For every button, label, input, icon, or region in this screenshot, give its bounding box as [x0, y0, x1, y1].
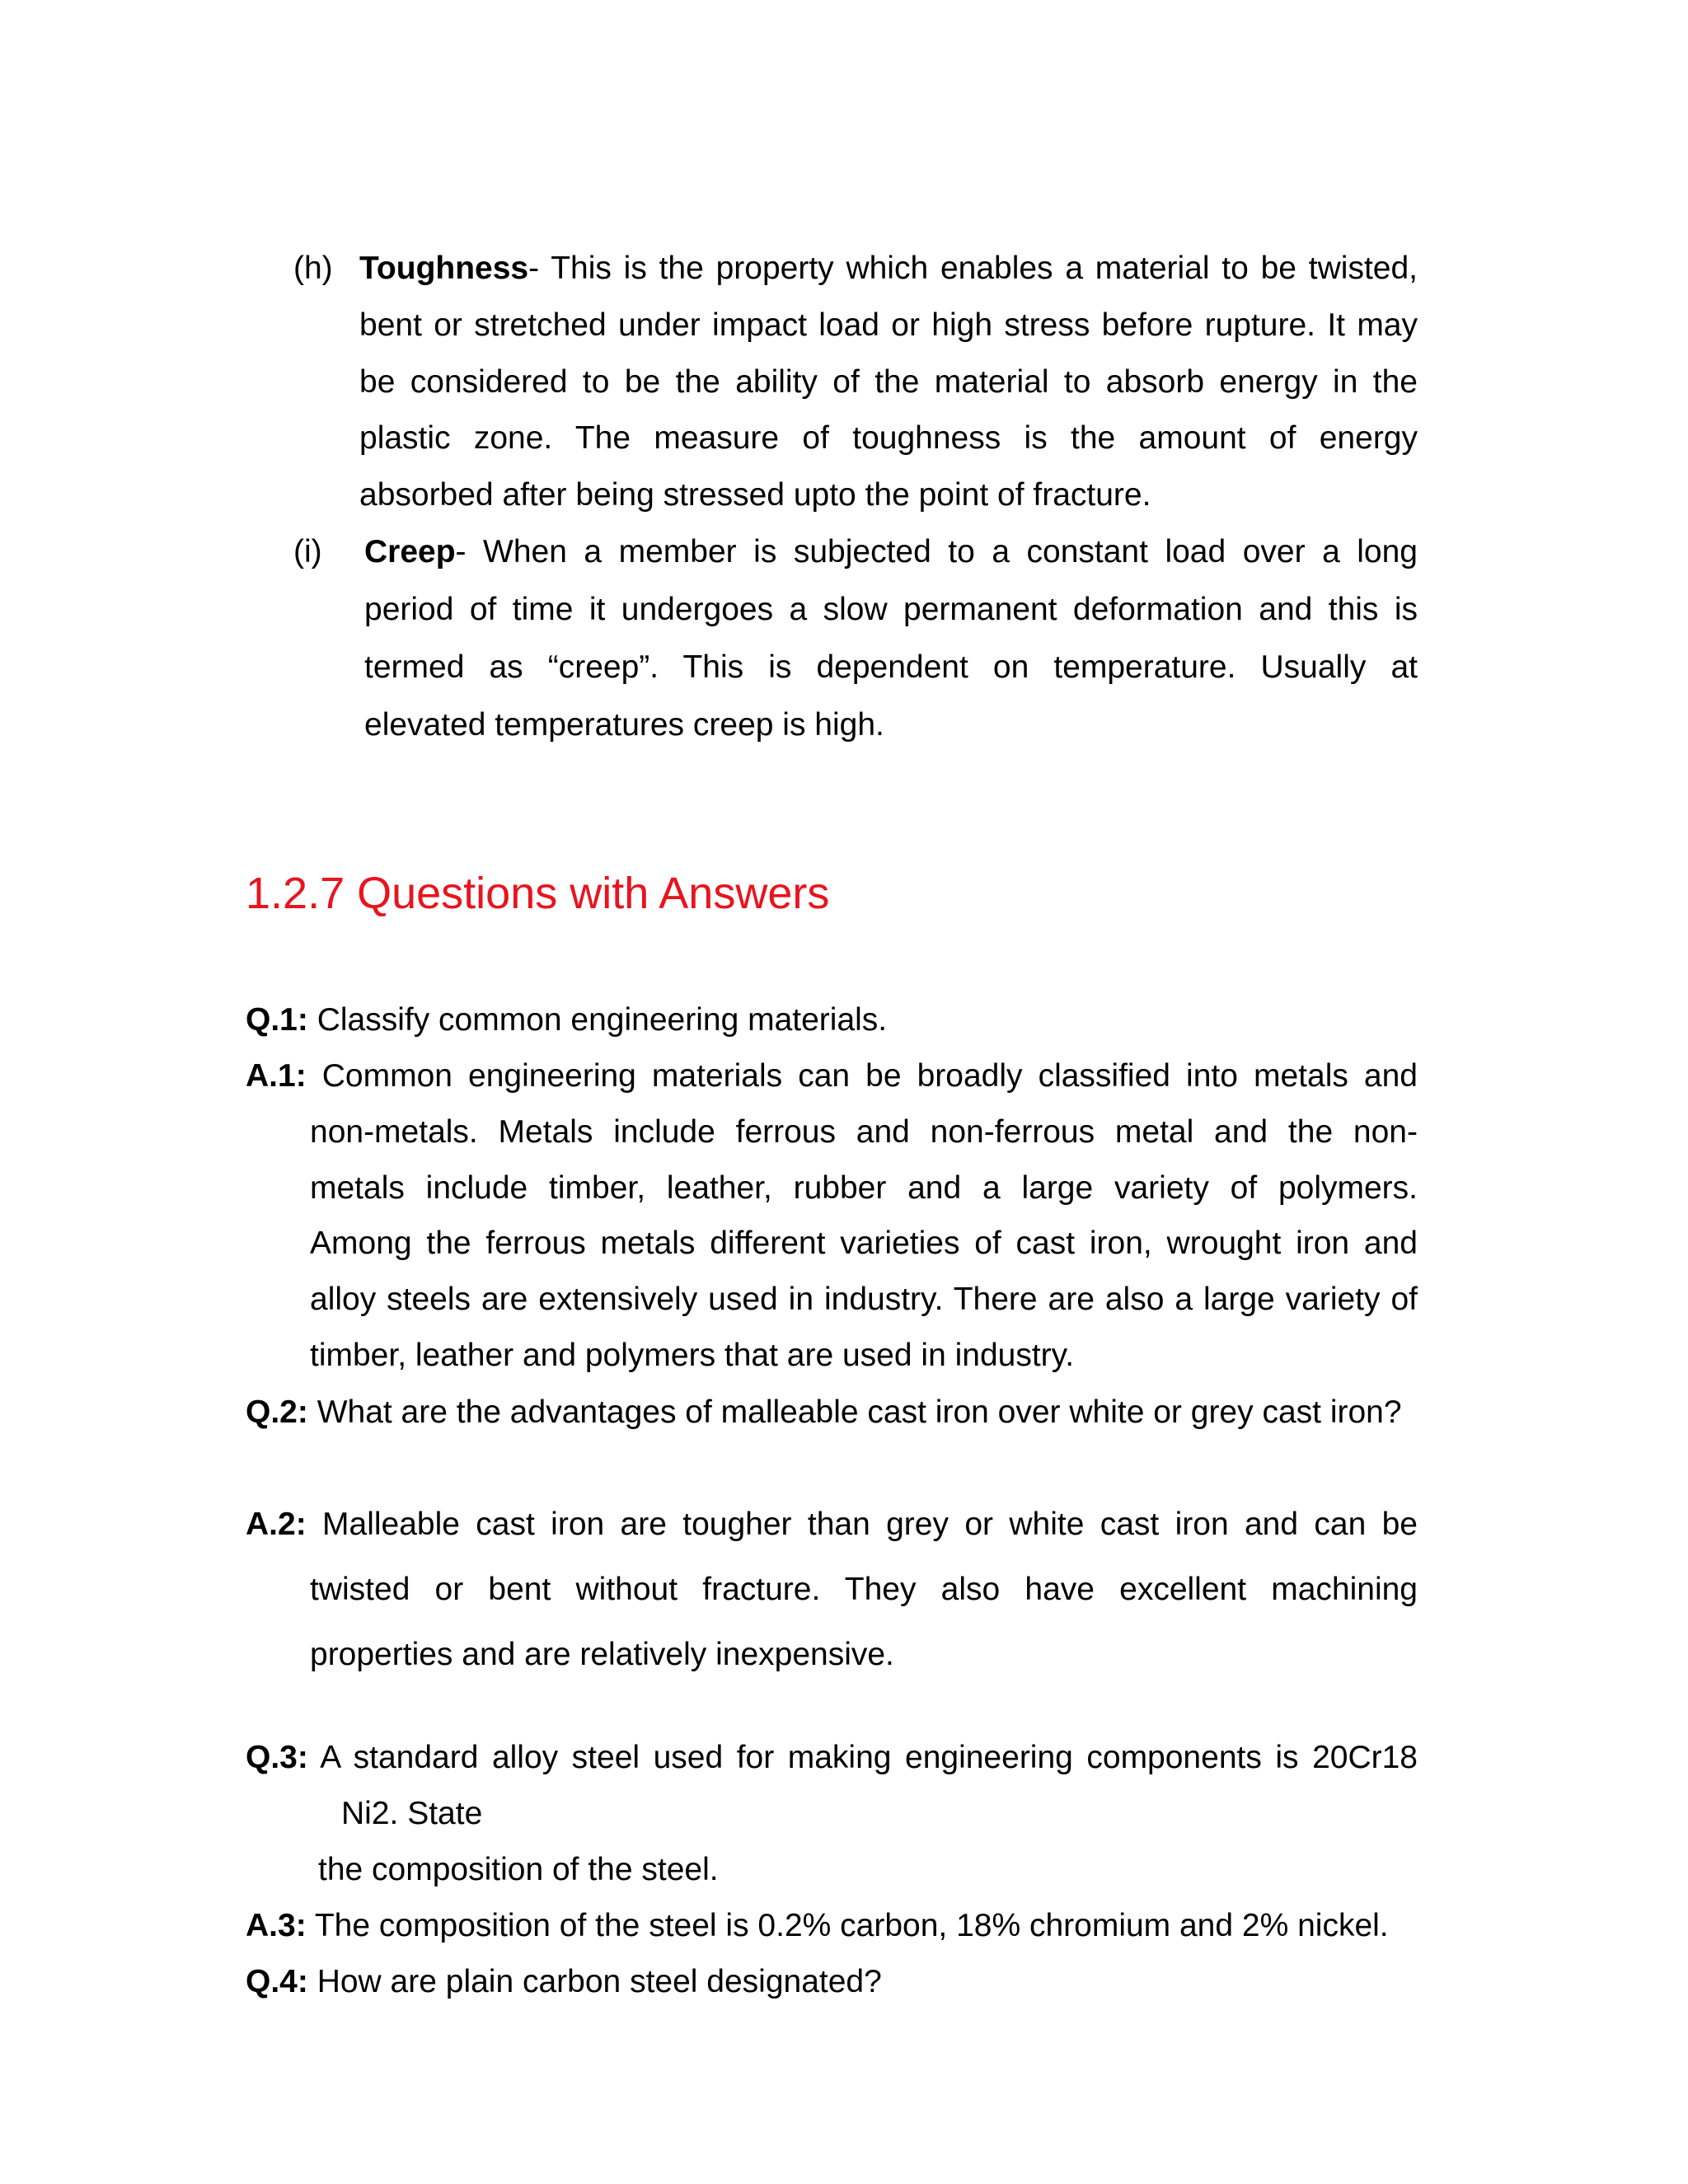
q2-line: Q.2: What are the advantages of malleable cast iron over white or grey cast iron?	[246, 1394, 1402, 1430]
a2-label: A.2:	[246, 1507, 307, 1542]
a1-label: A.1:	[246, 1058, 307, 1094]
item-h-line-5: absorbed after being stressed upto the point of fracture.	[359, 477, 1151, 513]
a3-line: A.3: The composition of the steel is 0.2% carbon, 18% chromium and 2% nickel.	[246, 1908, 1389, 1943]
section-heading: 1.2.7 Questions with Answers	[246, 869, 830, 918]
a1-line-5: alloy steels are extensively used in industry. There are also a large variety of	[310, 1282, 1418, 1317]
item-h-line-1: Toughness- This is the property which enables a material to be twisted,	[359, 251, 1418, 286]
item-i-line-3: termed as “creep”. This is dependent on temperature. Usually at	[364, 649, 1418, 685]
item-i-line-1: Creep- When a member is subjected to a constant load over a long	[364, 534, 1418, 569]
q1-label: Q.1:	[246, 1002, 308, 1038]
a3-label: A.3:	[246, 1908, 307, 1943]
a2-line-3: properties and are relatively inexpensive.	[310, 1637, 894, 1672]
a1-line-6: timber, leather and polymers that are used in industry.	[310, 1338, 1075, 1373]
q1-line: Q.1: Classify common engineering materials.	[246, 1002, 888, 1038]
item-i-term: Creep	[364, 534, 456, 569]
item-h-line-3: be considered to be the ability of the material to absorb energy in the	[359, 364, 1418, 400]
item-i-line-2: period of time it undergoes a slow permanent deformation and this is	[364, 592, 1418, 627]
a1-line-3: metals include timber, leather, rubber and a large variety of polymers.	[310, 1170, 1418, 1206]
q3-line-1: Q.3: A standard alloy steel used for making engineering components is 20Cr18	[246, 1740, 1418, 1775]
item-h-line-2: bent or stretched under impact load or high stress before rupture. It may	[359, 307, 1418, 343]
q4-label: Q.4:	[246, 1964, 308, 1999]
a2-line-2: twisted or bent without fracture. They also have excellent machining	[310, 1572, 1418, 1607]
q2-label: Q.2:	[246, 1394, 308, 1430]
q3-line-3: the composition of the steel.	[318, 1852, 719, 1887]
item-i-marker: (i)	[293, 534, 322, 569]
a1-line-1: A.1: Common engineering materials can be broadly classified into metals and	[246, 1058, 1418, 1094]
q3-line-2: Ni2. State	[341, 1796, 483, 1831]
a1-line-4: Among the ferrous metals different varieties of cast iron, wrought iron and	[310, 1226, 1418, 1261]
item-i-line-4: elevated temperatures creep is high.	[364, 707, 884, 743]
a1-line-2: non-metals. Metals include ferrous and non-ferrous metal and the non-	[310, 1114, 1418, 1150]
item-h-marker: (h)	[293, 251, 333, 286]
a2-line-1: A.2: Malleable cast iron are tougher than grey or white cast iron and can be	[246, 1507, 1418, 1542]
item-h-line-4: plastic zone. The measure of toughness is the amount of energy	[359, 420, 1418, 456]
q4-line: Q.4: How are plain carbon steel designated?	[246, 1964, 882, 1999]
item-h-term: Toughness	[359, 251, 529, 286]
q3-label: Q.3:	[246, 1740, 308, 1775]
